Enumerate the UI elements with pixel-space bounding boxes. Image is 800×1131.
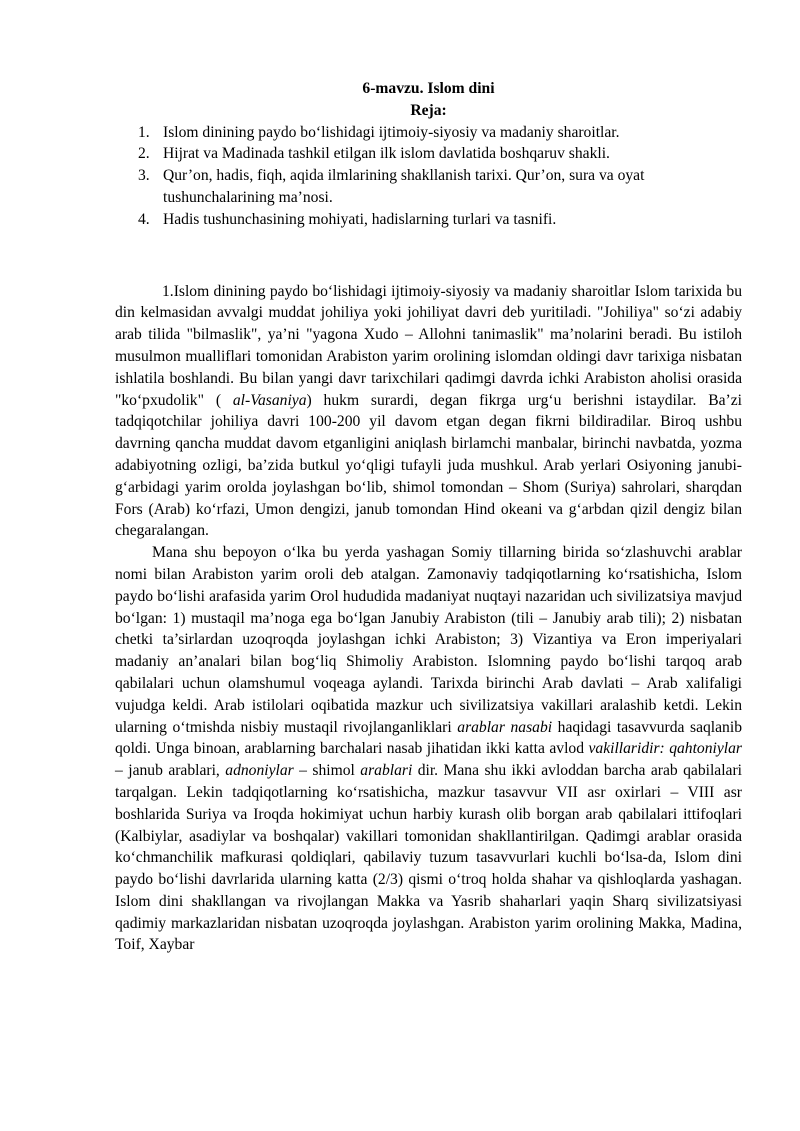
paragraph-text: – shimol: [293, 762, 361, 780]
plan-item-text: Hadis tushunchasining mohiyati, hadislarning turlari va tasnifi.: [163, 210, 557, 228]
plan-item: [115, 165, 742, 209]
plan-item-text: Islom dinining paydo bo‘lishidagi ijtimoiy-siyosiy va madaniy sharoitlar.: [163, 123, 620, 141]
paragraph-text: ) hukm surardi, degan fikrga urg‘u berishni istaydilar. Ba’zi tadqiqotchilar johiliya davri 100-200 yil davom etgan degan fikrni bildiradilar. Biroq ushbu davrning qancha muddat davom etganligini aniqlash birlamchi manbalar, birinchi navbatda, yozma adabiyotning ozligi, ba’zida butkul yo‘qligi tufayli juda mushkul. Arab yerlari Osiyoning janubi-g‘arbidagi yarim orolda joylashgan bo‘lib, shimol tomondan – Shom (Suriya) sahrolari, sharqdan Fors (Arab) ko‘rfazi, Umon dengizi, janub tomondan Hind okeani va g‘arbdan qizil dengiz bilan chegaralangan.: [115, 391, 742, 540]
italic-term: al-Vasaniya: [232, 391, 307, 409]
italic-term: adnoniylar: [225, 762, 294, 780]
body-paragraph: [115, 281, 742, 543]
plan-heading: Reja:: [410, 101, 447, 119]
body-paragraph: [115, 542, 742, 956]
paragraph-text: haqidagi tasavvurda saqlanib qoldi. Unga binoan, arablarning barchalari nasab jihatidan ikki katta avlod: [115, 718, 742, 758]
document-title: 6-mavzu. Islom dini: [362, 80, 495, 97]
italic-term: vakillaridir: qahtoniylar: [588, 740, 742, 758]
plan-item-number: 1.: [138, 123, 150, 141]
plan-item-number: 2.: [138, 145, 150, 163]
paragraph-text: Mana shu bepoyon o‘lka bu yerda yashagan Somiy tillarning birida so‘zlashuvchi arablar nomi bilan Arabiston yarim oroli deb atalgan. Zamonaviy tadqiqotlarning ko‘rsatishicha, Islom paydo bo‘lishi arafasida yarim Orol hududida madaniyat nuqtayi nazaridan uch sivilizatsiya mavjud bo‘lgan: 1) mustaqil ma’noga ega bo‘lgan Janubiy Arabiston (tili – Janubiy arab tili); 2) nisbatan chetki ta’sirlardan uzoqroqda joylashgan ichki Arabiston; 3) Vizantiya va Eron imperiyalari madaniy an’analari bilan bog‘liq Shimoliy Arabiston. Islomning paydo bo‘lishi tarqoq arab qabilalari uchun olamshumul voqeaga aylandi. Tarixda birinchi Arab davlati – Arab xalifaligi vujudga keldi. Arab istilolari oqibatida mazkur uch sivilizatsiya vakillari aralashib ketdi. Lekin ularning o‘tmishda nisbiy mustaqil rivojlanganliklari: [115, 544, 742, 736]
paragraph-text: 1.Islom dinining paydo bo‘lishidagi ijtimoiy-siyosiy va madaniy sharoitlar Islom tarixida bu din kelmasidan avvalgi muddat johiliya yoki johiliyat davri deb yuritiladi. "Johiliya" so‘zi adabiy arab tilida "bilmaslik", ya’ni "yagona Xudo – Allohni tanimaslik" ma’nolarini beradi. Bu istiloh musulmon mualliflari tomonidan Arabiston yarim orolining islomdan oldingi davr tarixiga nisbatan ishlatila boshlandi. Bu bilan yangi davr tarixchilari qadimgi davrda ichki Arabiston aholisi orasida "ko‘pxudolik" (: [115, 282, 742, 409]
plan-item-number: 4.: [138, 210, 150, 228]
italic-term: arablar nasabi: [457, 718, 553, 736]
paragraph-text: dir. Mana shu ikki avloddan barcha arab qabilalari tarqalgan. Lekin tadqiqotlarning ko‘rsatishicha, mazkur tasavvur VII asr oxirlari – VIII asr boshlarida Suriya va Iroqda hokimiyat uchun harbiy kurash olib borgan arab qabilalari ittifoqlari (Kalbiylar, asadiylar va boshqalar) vakillari tomonidan shakllantirilgan. Qadimgi arablar orasida ko‘chmanchilik mafkurasi qoldiqlari, qabilaviy tuzum tasavvurlari kuchli bo‘lsa-da, Islom dini paydo bo‘lishi davrlarida ularning katta (2/3) qismi o‘troq holda shahar va qishloqlarda yashagan. Islom dini shakllangan va rivojlangan Makka va Yasrib shaharlari yaqin Sharq sivilizatsiyasi qadimiy markazlaridan nisbatan uzoqroqda joylashgan. Arabiston yarim orolining Makka, Madina, Toif, Xaybar: [115, 762, 742, 954]
italic-term: arablari: [360, 762, 413, 780]
plan-item-text: Hijrat va Madinada tashkil etilgan ilk islom davlatida boshqaruv shakli.: [163, 145, 610, 163]
plan-list: [115, 122, 742, 231]
section-spacer: [115, 231, 742, 281]
plan-item: [115, 209, 742, 231]
document-page: [115, 78, 742, 956]
plan-item: [115, 122, 742, 144]
plan-item: [115, 143, 742, 165]
plan-item-text: Qur’on, hadis, fiqh, aqida ilmlarining shakllanish tarixi. Qur’on, sura va oyat tushunchalarining ma’nosi.: [163, 167, 645, 206]
plan-item-number: 3.: [138, 167, 150, 185]
paragraph-text: – janub arablari,: [115, 762, 226, 780]
